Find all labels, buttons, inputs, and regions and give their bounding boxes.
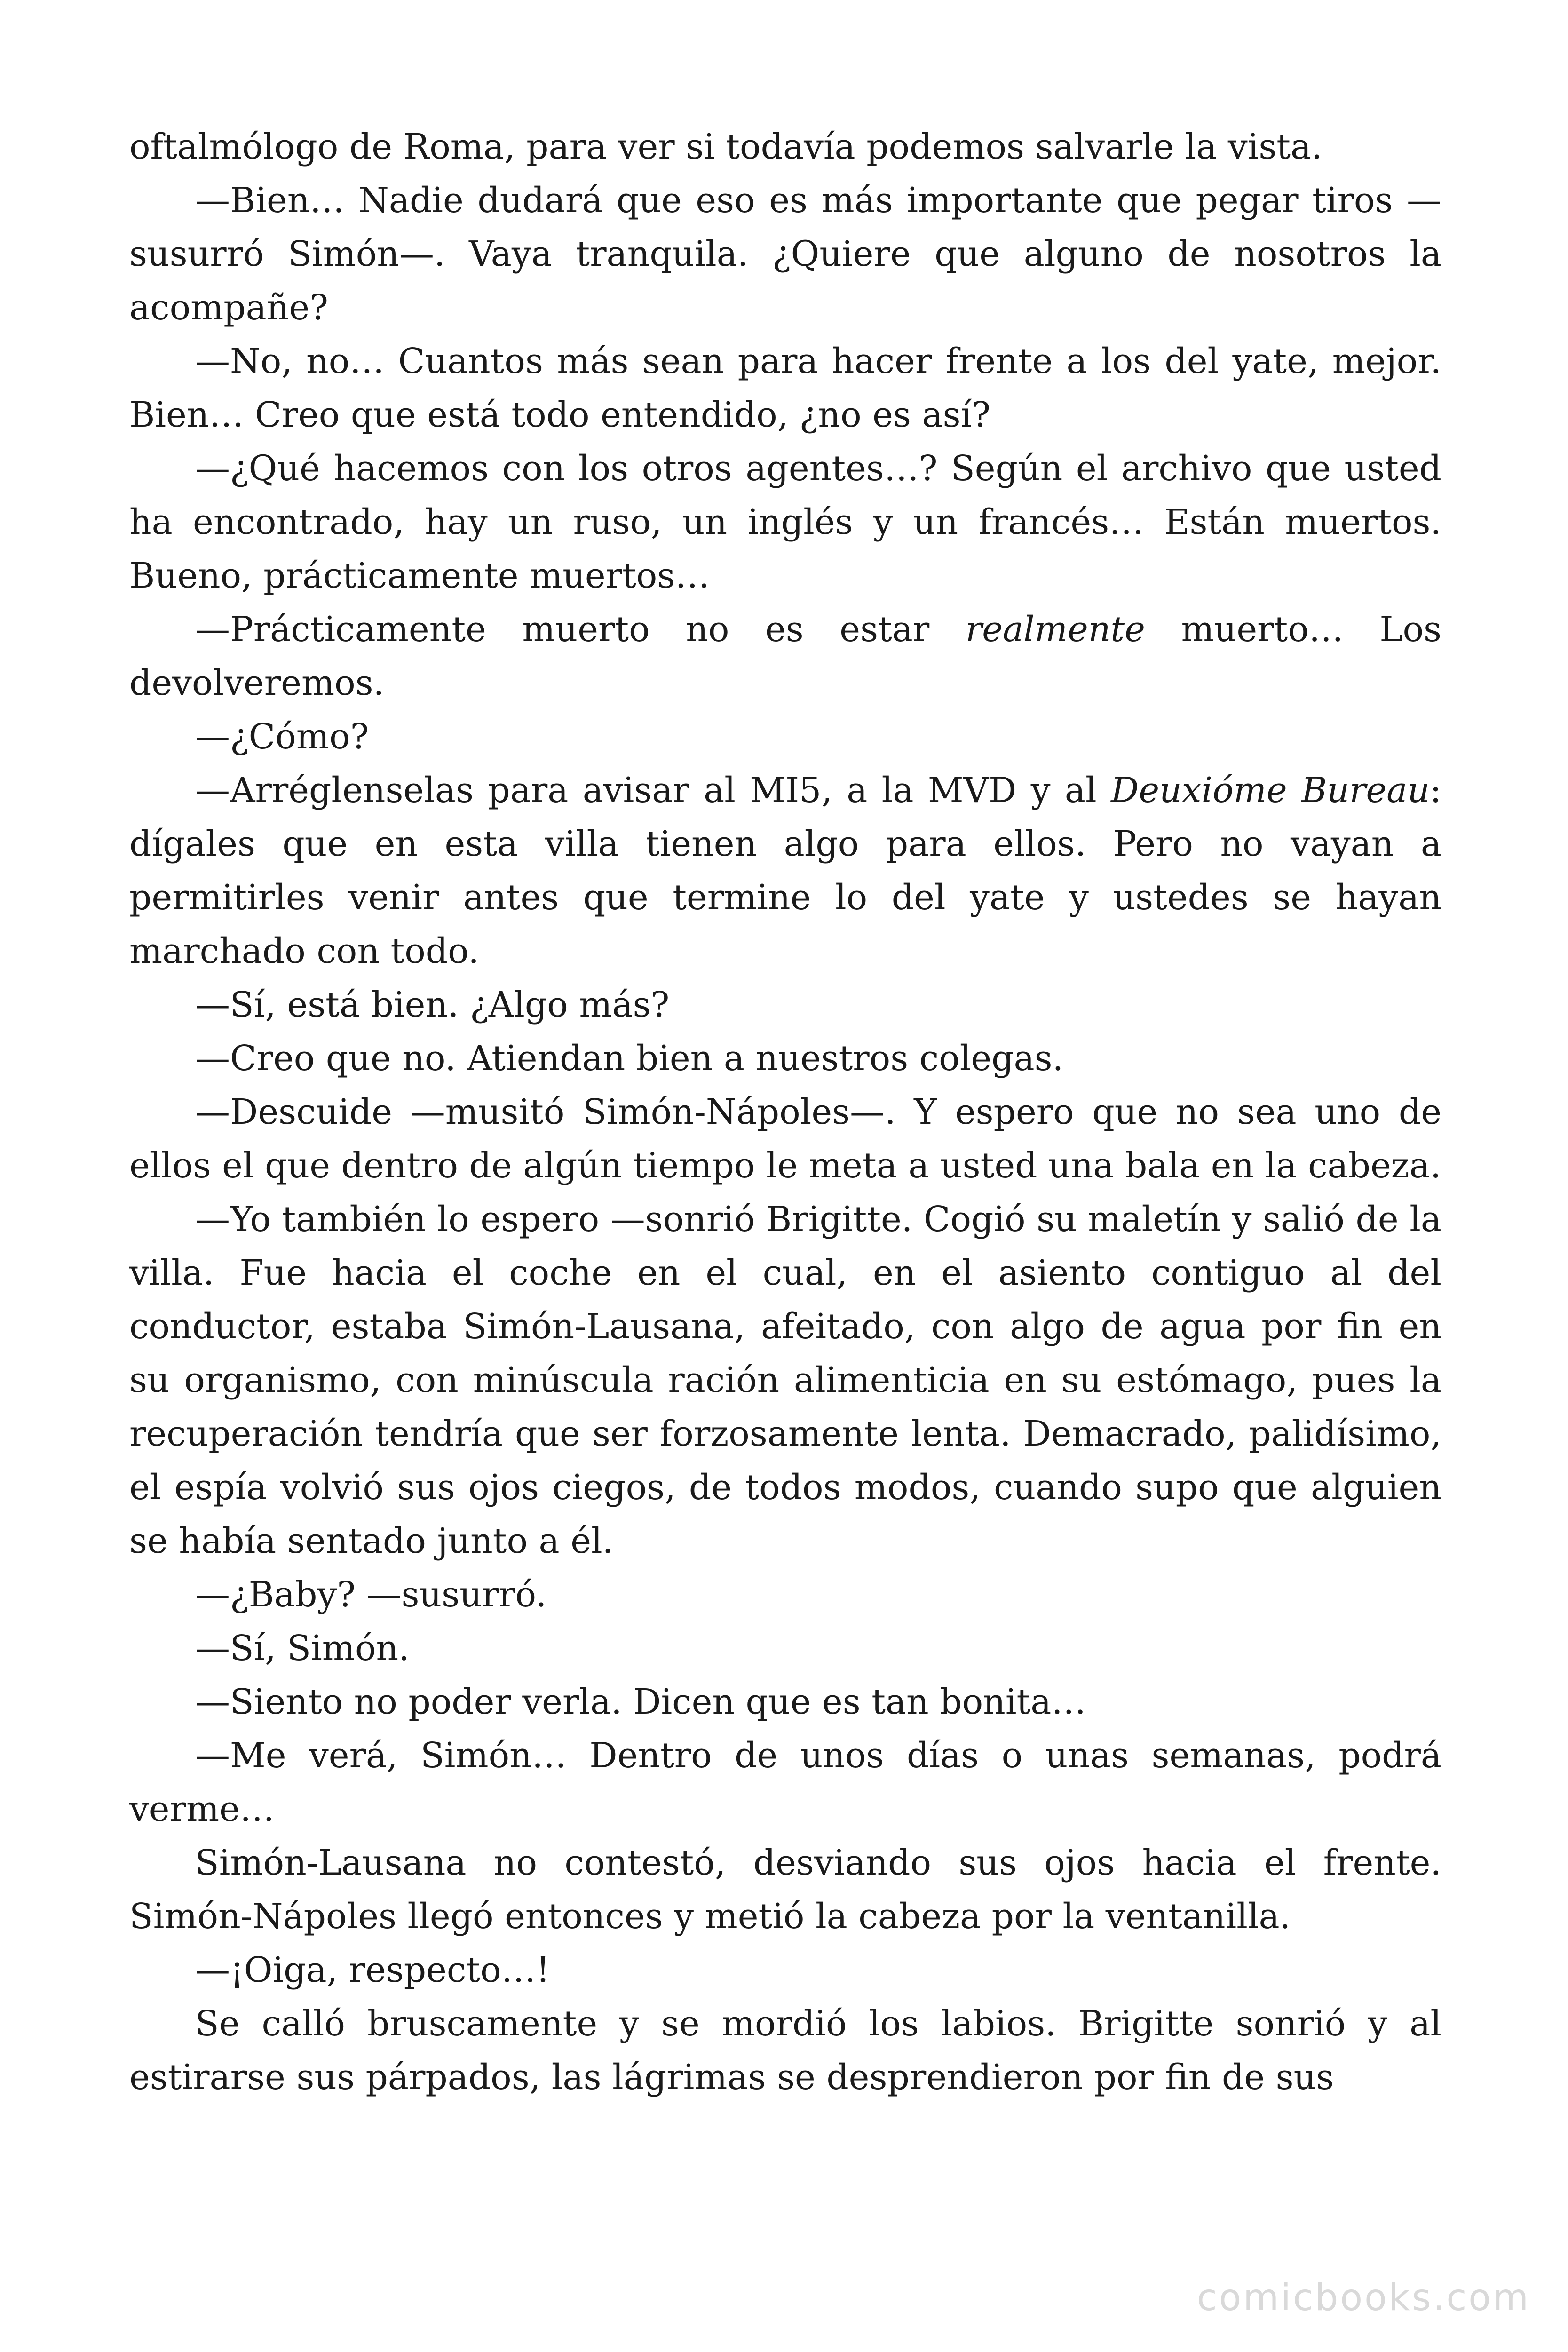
paragraph [129,603,1441,710]
paragraph [129,120,1441,174]
paragraph [129,334,1441,442]
text-run: —¿Qué hacemos con los otros agentes…? Según el archivo que usted ha encontrado, hay un ruso, un inglés y un francés… Están muertos. Bueno, prácticamente muertos… [129,448,1441,596]
text-run: Simón-Lausana no contestó, desviando sus ojos hacia el frente. Simón-Nápoles llegó entonces y metió la cabeza por la ventanilla. [129,1843,1441,1937]
text-run: oftalmólogo de Roma, para ver si todavía podemos salvarle la vista. [129,127,1323,167]
text-run: —Descuide —musitó Simón-Nápoles—. Y espero que no sea uno de ellos el que dentro de algún tiempo le meta a usted una bala en la cabeza. [129,1092,1441,1186]
paragraph [129,174,1441,334]
text-run: —Arréglenselas para avisar al MI5, a la MVD y al [195,770,1111,810]
italic-text: Deuxióme Bureau [1111,770,1430,810]
paragraph [129,1729,1441,1836]
paragraph [129,1192,1441,1568]
text-run: —Sí, Simón. [195,1628,410,1669]
text-run: muerto… Los devolveremos. [129,609,1441,703]
text-run: —Yo también lo espero —sonrió Brigitte. Cogió su maletín y salió de la villa. Fue hacia el coche en el cual, en el asiento contiguo al del conductor, estaba Simón-Lausana, afeitado, con algo de agua por fin en su organismo, con minúscula ración alimenticia en su estómago, pues la recuperación tendría que ser forzosamente lenta. Demacrado, palidísimo, el espía volvió sus ojos ciegos, de todos modos, cuando supo que alguien se había sentado junto a él. [129,1199,1441,1561]
paragraph [129,1568,1441,1621]
paragraph [129,763,1441,978]
paragraph [129,710,1441,763]
paragraph [129,978,1441,1032]
text-run: —Sí, está bien. ¿Algo más? [195,985,670,1025]
text-run: —¡Oiga, respecto…! [195,1950,550,1990]
text-run: —Siento no poder verla. Dicen que es tan bonita… [195,1682,1086,1722]
paragraph [129,1943,1441,1997]
book-page-text [129,120,1441,2104]
text-run: —Creo que no. Atiendan bien a nuestros colegas. [195,1038,1064,1079]
paragraph [129,1085,1441,1192]
text-run: —Prácticamente muerto no es estar [195,609,966,650]
paragraph [129,1032,1441,1085]
paragraph [129,1997,1441,2104]
text-run: —¿Cómo? [195,716,369,757]
paragraph [129,1675,1441,1729]
text-run: —No, no… Cuantos más sean para hacer frente a los del yate, mejor. Bien… Creo que está todo entendido, ¿no es así? [129,341,1441,435]
italic-text: realmente [965,609,1145,650]
text-run: Se calló bruscamente y se mordió los labios. Brigitte sonrió y al estirarse sus párpados, las lágrimas se desprendieron por fin de sus [129,2003,1441,2098]
text-run: —¿Baby? —susurró. [195,1574,547,1615]
text-run: —Bien… Nadie dudará que eso es más importante que pegar tiros —susurró Simón—. Vaya tranquila. ¿Quiere que alguno de nosotros la acompañe? [129,180,1441,328]
watermark: comicbooks.com [1196,2277,1530,2319]
paragraph [129,442,1441,603]
paragraph [129,1621,1441,1675]
text-run: : dígales que en esta villa tienen algo para ellos. Pero no vayan a permitirles venir antes que termine lo del yate y ustedes se hayan marchado con todo. [129,770,1441,971]
paragraph [129,1836,1441,1943]
text-run: —Me verá, Simón… Dentro de unos días o unas semanas, podrá verme… [129,1735,1441,1829]
